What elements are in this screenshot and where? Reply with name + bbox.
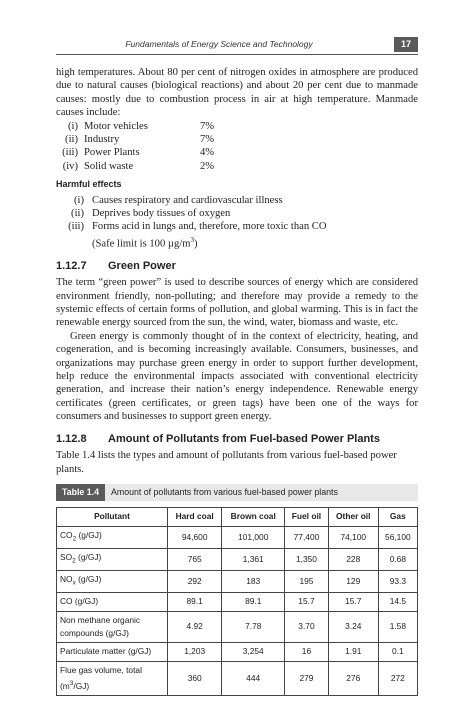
list-item bbox=[56, 146, 418, 159]
table-header-row bbox=[57, 507, 418, 526]
item-number: (i) bbox=[68, 120, 78, 132]
column-header: Other oil bbox=[328, 507, 378, 526]
value-cell: 276 bbox=[328, 661, 378, 696]
value-cell: 1.91 bbox=[328, 643, 378, 661]
column-header: Pollutant bbox=[57, 507, 168, 526]
item-label: Solid waste bbox=[84, 160, 134, 172]
value-cell: 15.7 bbox=[328, 593, 378, 611]
value-cell: 56,100 bbox=[378, 526, 417, 548]
value-cell: 101,000 bbox=[222, 526, 285, 548]
value-cell: 77,400 bbox=[285, 526, 329, 548]
pollutant-name: Particulate matter (g/GJ) bbox=[60, 646, 152, 657]
list-item bbox=[56, 194, 418, 207]
paragraph: Table 1.4 lists the types and amount of pollutants from various fuel-based power plants. bbox=[56, 450, 397, 475]
value-cell: 279 bbox=[285, 661, 329, 696]
value-cell: 228 bbox=[328, 548, 378, 570]
page-number: 17 bbox=[394, 37, 418, 52]
pollutant-name: Flue gas volume, total (m bbox=[60, 664, 142, 691]
item-value: 2% bbox=[200, 160, 215, 172]
item-number: (ii) bbox=[65, 134, 78, 146]
table-tag: Table 1.4 bbox=[56, 484, 105, 501]
subscript: x bbox=[72, 579, 76, 587]
value-cell: 129 bbox=[328, 571, 378, 593]
value-cell: 7.78 bbox=[222, 611, 285, 643]
value-cell: 3,254 bbox=[222, 643, 285, 661]
paragraph: Green energy is commonly thought of in the context of electricity, heating, and cogeneration, and is becoming increasingly available. Consumers, businesses, and organizations may purchase green energy in order to support further development, help reduce the environmental impacts associated with conventional electricity generation, and increase their nation’s energy independence. Renewable energy certificates (green certificates, or green tags) have been one of the ways for consumers and businesses to support green energy. bbox=[56, 330, 418, 423]
value-cell: 292 bbox=[168, 571, 222, 593]
value-cell: 89.1 bbox=[222, 593, 285, 611]
column-header: Gas bbox=[378, 507, 417, 526]
item-value: 7% bbox=[200, 134, 215, 146]
value-cell: 89.1 bbox=[168, 593, 222, 611]
value-cell: 1.58 bbox=[378, 611, 417, 643]
table-caption-text: Amount of pollutants from various fuel-based power plants bbox=[111, 486, 338, 497]
pollutant-cell bbox=[57, 593, 168, 611]
subscript: 2 bbox=[72, 557, 76, 565]
safe-limit-line bbox=[56, 234, 418, 251]
item-number: (iv) bbox=[62, 160, 78, 172]
pollutant-name: CO (g/GJ) bbox=[60, 596, 99, 607]
value-cell: 4.92 bbox=[168, 611, 222, 643]
table-row bbox=[57, 661, 418, 696]
paragraph: The term “green power” is used to describe sources of energy which are considered environment friendly, non-polluting; and therefore may provide a remedy to the systemic effects of certain forms of pollution, and global warming. This is in fact the renewable energy sourced from the sun, the wind, water, biomass and waste, etc. bbox=[56, 277, 418, 329]
section-number: 1.12.7 bbox=[56, 259, 87, 272]
pollutant-unit: (g/GJ) bbox=[76, 529, 102, 540]
value-cell: 1,350 bbox=[285, 548, 329, 570]
value-cell: 14.5 bbox=[378, 593, 417, 611]
value-cell: 444 bbox=[222, 661, 285, 696]
pollutant-name: CO bbox=[60, 529, 73, 540]
causes-list bbox=[56, 120, 418, 174]
value-cell: 74,100 bbox=[328, 526, 378, 548]
section-title: Amount of Pollutants from Fuel-based Power Plants bbox=[108, 432, 380, 445]
list-item bbox=[56, 133, 418, 146]
pollutant-unit: (g/GJ) bbox=[75, 551, 102, 562]
superscript: 3 bbox=[190, 235, 194, 244]
section-title: Green Power bbox=[108, 259, 176, 272]
item-number: (iii) bbox=[68, 221, 84, 233]
column-header: Brown coal bbox=[222, 507, 285, 526]
item-text: Deprives body tissues of oxygen bbox=[92, 208, 231, 220]
value-cell: 0.68 bbox=[378, 548, 417, 570]
column-header: Fuel oil bbox=[285, 507, 329, 526]
pollutant-cell bbox=[57, 548, 168, 570]
pollutant-cell bbox=[57, 661, 168, 696]
value-cell: 3.70 bbox=[285, 611, 329, 643]
pollutant-cell bbox=[57, 643, 168, 661]
value-cell: 272 bbox=[378, 661, 417, 696]
item-number: (i) bbox=[74, 194, 84, 206]
value-cell: 183 bbox=[222, 571, 285, 593]
item-label: Power Plants bbox=[84, 147, 140, 159]
table-row bbox=[57, 643, 418, 661]
table-row bbox=[57, 593, 418, 611]
list-item bbox=[56, 220, 418, 233]
column-header: Hard coal bbox=[168, 507, 222, 526]
table-row bbox=[57, 611, 418, 643]
item-value: 7% bbox=[200, 120, 215, 132]
harmful-effects-heading: Harmful effects bbox=[56, 179, 122, 190]
pollutant-name: Non methane organic compounds (g/GJ) bbox=[60, 614, 141, 638]
item-label: Industry bbox=[84, 134, 120, 146]
table-row bbox=[57, 548, 418, 570]
item-value: 4% bbox=[200, 147, 215, 159]
section-heading-green-power bbox=[56, 260, 418, 273]
section-heading-pollutants bbox=[56, 433, 418, 446]
pollutants-table bbox=[56, 507, 418, 696]
page-body bbox=[56, 66, 418, 696]
value-cell: 765 bbox=[168, 548, 222, 570]
value-cell: 1,361 bbox=[222, 548, 285, 570]
harmful-effects-list bbox=[56, 194, 418, 251]
value-cell: 360 bbox=[168, 661, 222, 696]
list-item bbox=[56, 207, 418, 220]
intro-paragraph: high temperatures. About 80 per cent of nitrogen oxides in atmosphere are produced due to natural causes (biological reactions) and about 20 per cent due to manmade causes: mostly due to combustion process in air at high temperature. Manmade causes include: bbox=[56, 67, 418, 119]
value-cell: 16 bbox=[285, 643, 329, 661]
pollutant-name: NO bbox=[60, 574, 73, 585]
item-label: Motor vehicles bbox=[84, 120, 148, 132]
subscript: 2 bbox=[72, 535, 77, 543]
safe-limit-text: (Safe limit is 100 µg/m bbox=[92, 238, 191, 250]
list-item bbox=[56, 160, 418, 173]
running-header bbox=[56, 38, 418, 55]
item-number: (ii) bbox=[71, 208, 84, 220]
item-text: Causes respiratory and cardiovascular illness bbox=[92, 194, 283, 206]
pollutant-unit: /GJ) bbox=[73, 680, 90, 691]
item-number: (iii) bbox=[62, 147, 78, 159]
pollutant-cell bbox=[57, 526, 168, 548]
superscript: 3 bbox=[69, 680, 74, 688]
value-cell: 93.3 bbox=[378, 571, 417, 593]
list-item bbox=[56, 120, 418, 133]
value-cell: 94,600 bbox=[168, 526, 222, 548]
pollutant-cell bbox=[57, 571, 168, 593]
pollutant-cell bbox=[57, 611, 168, 643]
value-cell: 0.1 bbox=[378, 643, 417, 661]
table-row bbox=[57, 571, 418, 593]
value-cell: 1,203 bbox=[168, 643, 222, 661]
safe-limit-suffix: ) bbox=[194, 238, 198, 250]
table-row bbox=[57, 526, 418, 548]
value-cell: 15.7 bbox=[285, 593, 329, 611]
pollutant-name: SO bbox=[60, 551, 73, 562]
pollutant-unit: (g/GJ) bbox=[75, 574, 102, 585]
table-caption bbox=[56, 484, 418, 501]
item-text: Forms acid in lungs and, therefore, more toxic than CO bbox=[92, 221, 327, 233]
value-cell: 3.24 bbox=[328, 611, 378, 643]
value-cell: 195 bbox=[285, 571, 329, 593]
section-number: 1.12.8 bbox=[56, 432, 87, 445]
running-title: Fundamentals of Energy Science and Technology bbox=[125, 39, 313, 49]
